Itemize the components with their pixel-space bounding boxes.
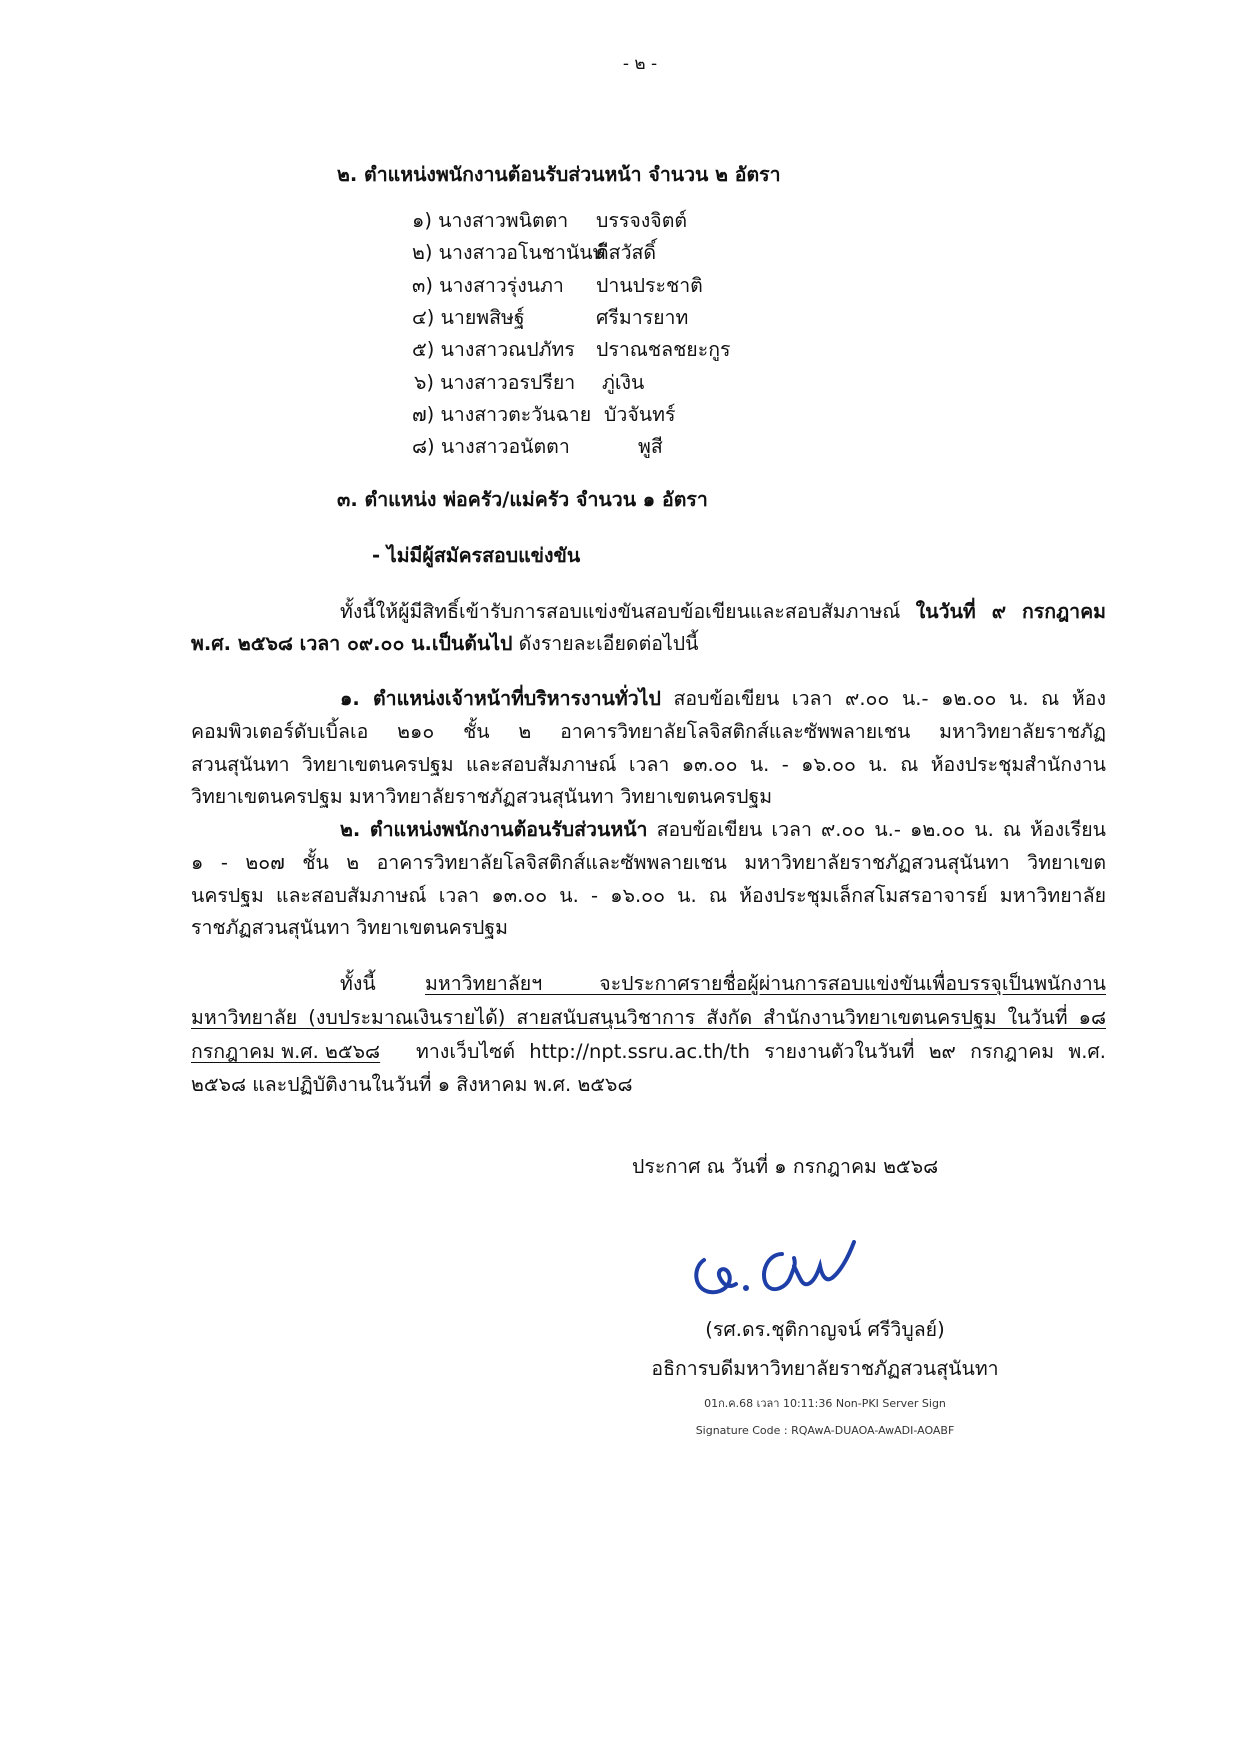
list-item: ๕) นางสาวณปภัทร xyxy=(412,338,575,361)
exam-2-line-2: ๑ - ๒๐๗ ชั้น ๒ อาคารวิทยาลัยโลจิสติกส์และซัพพลายเชน มหาวิทยาลัยราชภัฏสวนสุนันทา วิทยาเขต xyxy=(191,851,1106,874)
exam-1-line-1 xyxy=(340,684,1106,714)
list-item-last: บรรจงจิตต์ xyxy=(596,209,688,232)
list-item: ๖) นางสาวอรปรียา xyxy=(414,371,576,394)
exam-1-line-2: คอมพิวเตอร์ดับเบิ้ลเอ ๒๑๐ ชั้น ๒ อาคารวิทยาลัยโลจิสติกส์และซัพพลายเชน มหาวิทยาลัยราชภัฏ xyxy=(191,720,1106,743)
list-item-last: พูสี xyxy=(638,435,663,458)
exam-intro-line-2 xyxy=(191,629,698,659)
announce-intro: ทั้งนี้ xyxy=(340,972,376,995)
exam-time: พ.ศ. ๒๕๖๘ เวลา ๐๙.๐๐ น.เป็นต้นไป xyxy=(191,632,513,655)
list-item: ๗) นางสาวตะวันฉาย xyxy=(412,403,592,426)
list-item: ๔) นายพสิษฐ์ xyxy=(412,306,525,329)
announce-date-line: ประกาศ ณ วันที่ ๑ กรกฎาคม ๒๕๖๘ xyxy=(632,1155,939,1178)
signature-icon xyxy=(690,1228,860,1308)
exam-2-line-3: นครปฐม และสอบสัมภาษณ์ เวลา ๑๓.๐๐ น. - ๑๖.๐๐ น. ณ ห้องประชุมเล็กสโมสรอาจารย์ มหาวิทยาลัย xyxy=(191,884,1106,907)
list-item: ๓) นางสาวรุ่งนภา xyxy=(412,274,564,297)
section-2-heading: ๒. ตำแหน่งพนักงานต้อนรับส่วนหน้า จำนวน ๒ อัตรา xyxy=(337,163,781,186)
exam-date: ในวันที่ ๙ กรกฎาคม xyxy=(915,600,1107,623)
list-item-last: ภู่เงิน xyxy=(602,371,645,394)
page-number: - ๒ - xyxy=(622,54,658,74)
exam-intro-line-1 xyxy=(340,597,1106,627)
list-item-last: ศรีมารยาท xyxy=(596,306,689,329)
exam-1-line-3: สวนสุนันทา วิทยาเขตนครปฐม และสอบสัมภาษณ์ เวลา ๑๓.๐๐ น. - ๑๖.๐๐ น. ณ ห้องประชุมสำนักงาน xyxy=(191,753,1106,776)
exam-2-position: ๒. ตำแหน่งพนักงานต้อนรับส่วนหน้า xyxy=(340,818,648,841)
signer-name: (รศ.ดร.ชุติกาญจน์ ศรีวิบูลย์) xyxy=(705,1318,945,1341)
exam-intro-text: ทั้งนี้ให้ผู้มีสิทธิ์เข้ารับการสอบแข่งขันสอบข้อเขียนและสอบสัมภาษณ์ xyxy=(340,600,901,623)
exam-1-position: ๑. ตำแหน่งเจ้าหน้าที่บริหารงานทั่วไป xyxy=(340,687,661,710)
list-item-last: บัวจันทร์ xyxy=(604,403,676,426)
exam-1-written: สอบข้อเขียน เวลา ๙.๐๐ น.- ๑๒.๐๐ น. ณ ห้อง xyxy=(673,687,1106,710)
announce-line-4: ๒๕๖๘ และปฏิบัติงานในวันที่ ๑ สิงหาคม พ.ศ. ๒๕๖๘ xyxy=(191,1073,633,1096)
signer-title: อธิการบดีมหาวิทยาลัยราชภัฏสวนสุนันทา xyxy=(651,1357,999,1380)
list-item-last: ปานประชาติ xyxy=(596,274,703,297)
exam-2-written: สอบข้อเขียน เวลา ๙.๐๐ น.- ๑๒.๐๐ น. ณ ห้องเรียน xyxy=(656,818,1107,841)
list-item-last: ปราณชลชยะกูร xyxy=(596,338,731,361)
list-item-last: ดีสวัสดิ์ xyxy=(596,241,657,264)
list-item: ๘) นางสาวอนัตตา xyxy=(412,435,570,458)
announce-date: กรกฎาคม พ.ศ. ๒๕๖๘ xyxy=(191,1040,381,1063)
announce-line-2: มหาวิทยาลัย (งบประมาณเงินรายได้) สายสนับสนุนวิชาการ สังกัด สำนักงานวิทยาเขตนครปฐม ในวันที่ ๑๘ xyxy=(191,1006,1106,1029)
signature-code: Signature Code : RQAwA-DUAOA-AwADI-AOABF xyxy=(695,1424,955,1437)
signature-image xyxy=(690,1228,860,1308)
announce-line-1-underlined: มหาวิทยาลัยฯ จะประกาศรายชื่อผู้ผ่านการสอบแข่งขันเพื่อบรรจุเป็นพนักงาน xyxy=(425,972,1106,995)
exam-intro-tail: ดังรายละเอียดต่อไปนี้ xyxy=(518,632,699,655)
announce-website: ทางเว็บไซต์ http://npt.ssru.ac.th/th รายงานตัวในวันที่ ๒๙ กรกฎาคม พ.ศ. xyxy=(416,1040,1106,1063)
sign-timestamp: 01ก.ค.68 เวลา 10:11:36 Non-PKI Server Sign xyxy=(704,1397,946,1410)
section-3-note: - ไม่มีผู้สมัครสอบแข่งขัน xyxy=(372,544,581,567)
section-3-heading: ๓. ตำแหน่ง พ่อครัว/แม่ครัว จำนวน ๑ อัตรา xyxy=(337,488,708,511)
announce-line-3 xyxy=(191,1037,1106,1067)
list-item: ๒) นางสาวอโนชานันท์ xyxy=(412,241,606,264)
exam-1-line-4: วิทยาเขตนครปฐม มหาวิทยาลัยราชภัฏสวนสุนันทา วิทยาเขตนครปฐม xyxy=(191,785,773,808)
exam-2-line-4: ราชภัฏสวนสุนันทา วิทยาเขตนครปฐม xyxy=(191,916,509,939)
list-item: ๑) นางสาวพนิตตา xyxy=(412,209,569,232)
exam-2-line-1 xyxy=(340,815,1106,845)
